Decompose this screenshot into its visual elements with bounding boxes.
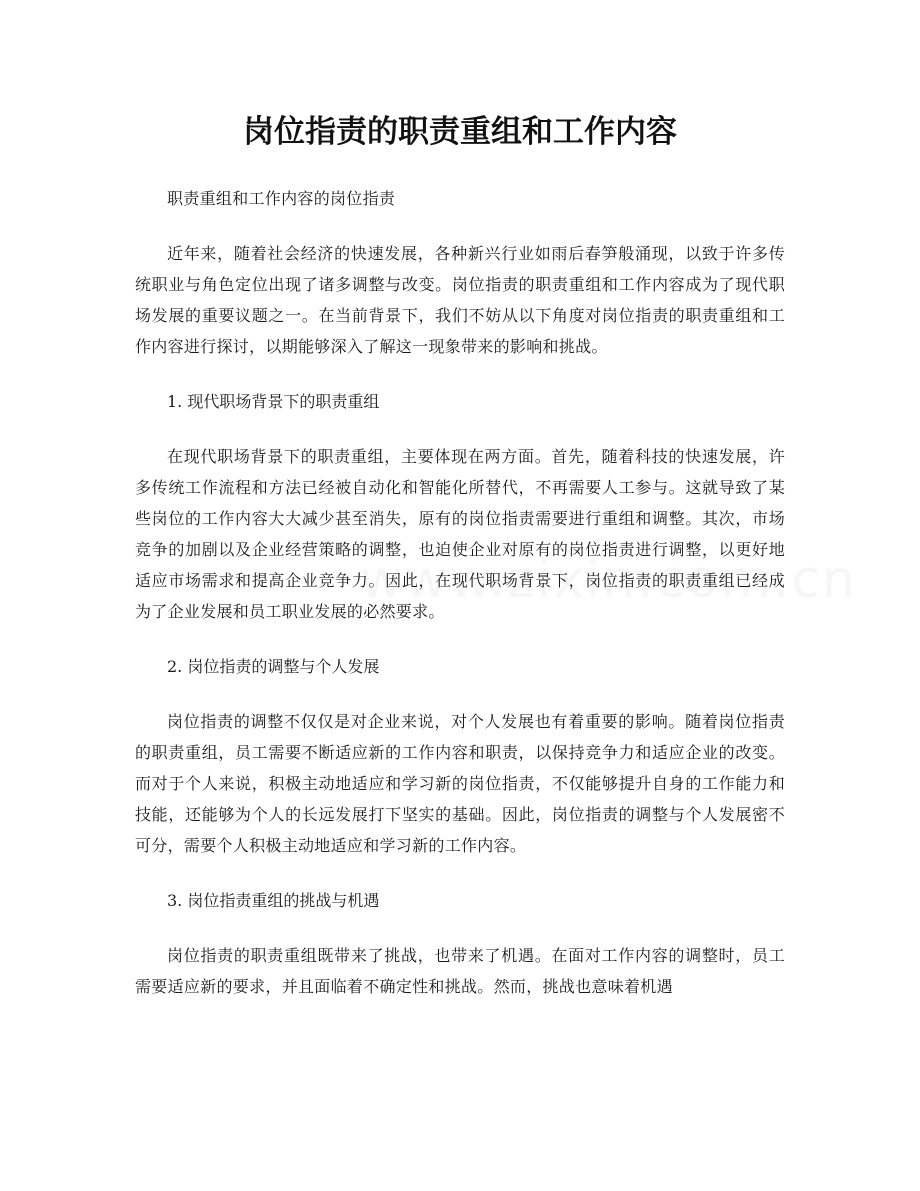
document-title: 岗位指责的职责重组和工作内容 — [243, 114, 677, 150]
section-paragraph-3: 岗位指责的职责重组既带来了挑战，也带来了机遇。在面对工作内容的调整时，员工需要适应新的要求，并且面临着不确定性和挑战。然而，挑战也意味着机遇 — [135, 946, 785, 996]
section-heading-3: 3. 岗位指责重组的挑战与机遇 — [167, 891, 380, 910]
document-subtitle: 职责重组和工作内容的岗位指责 — [167, 189, 396, 208]
section-paragraph-2: 岗位指责的调整不仅仅是对企业来说，对个人发展也有着重要的影响。随着岗位指责的职责重组，员工需要不断适应新的工作内容和职责，以保持竞争力和适应企业的改变。而对于个人来说，积极主动地适应和学习新的岗位指责，不仅能够提升自身的工作能力和技能，还能够为个人的长远发展打下坚实的基础。因此，岗位指责的调整与个人发展密不可分，需要个人积极主动地适应和学习新的工作内容。 — [135, 712, 785, 855]
section-heading-2: 2. 岗位指责的调整与个人发展 — [167, 657, 380, 676]
document-body — [135, 183, 785, 1002]
intro-paragraph: 近年来，随着社会经济的快速发展，各种新兴行业如雨后春笋般涌现，以致于许多传统职业与角色定位出现了诸多调整与改变。岗位指责的职责重组和工作内容成为了现代职场发展的重要议题之一。在当前背景下，我们不妨从以下角度对岗位指责的职责重组和工作内容进行探讨，以期能够深入了解这一现象带来的影响和挑战。 — [135, 244, 785, 356]
section-paragraph-1: 在现代职场背景下的职责重组，主要体现在两方面。首先，随着科技的快速发展，许多传统工作流程和方法已经被自动化和智能化所替代，不再需要人工参与。这就导致了某些岗位的工作内容大大减少甚至消失，原有的岗位指责需要进行重组和调整。其次，市场竞争的加剧以及企业经营策略的调整，也迫使企业对原有的岗位指责进行调整，以更好地适应市场需求和提高企业竞争力。因此，在现代职场背景下，岗位指责的职责重组已经成为了企业发展和员工职业发展的必然要求。 — [135, 447, 785, 621]
section-heading-1: 1. 现代职场背景下的职责重组 — [167, 392, 380, 411]
